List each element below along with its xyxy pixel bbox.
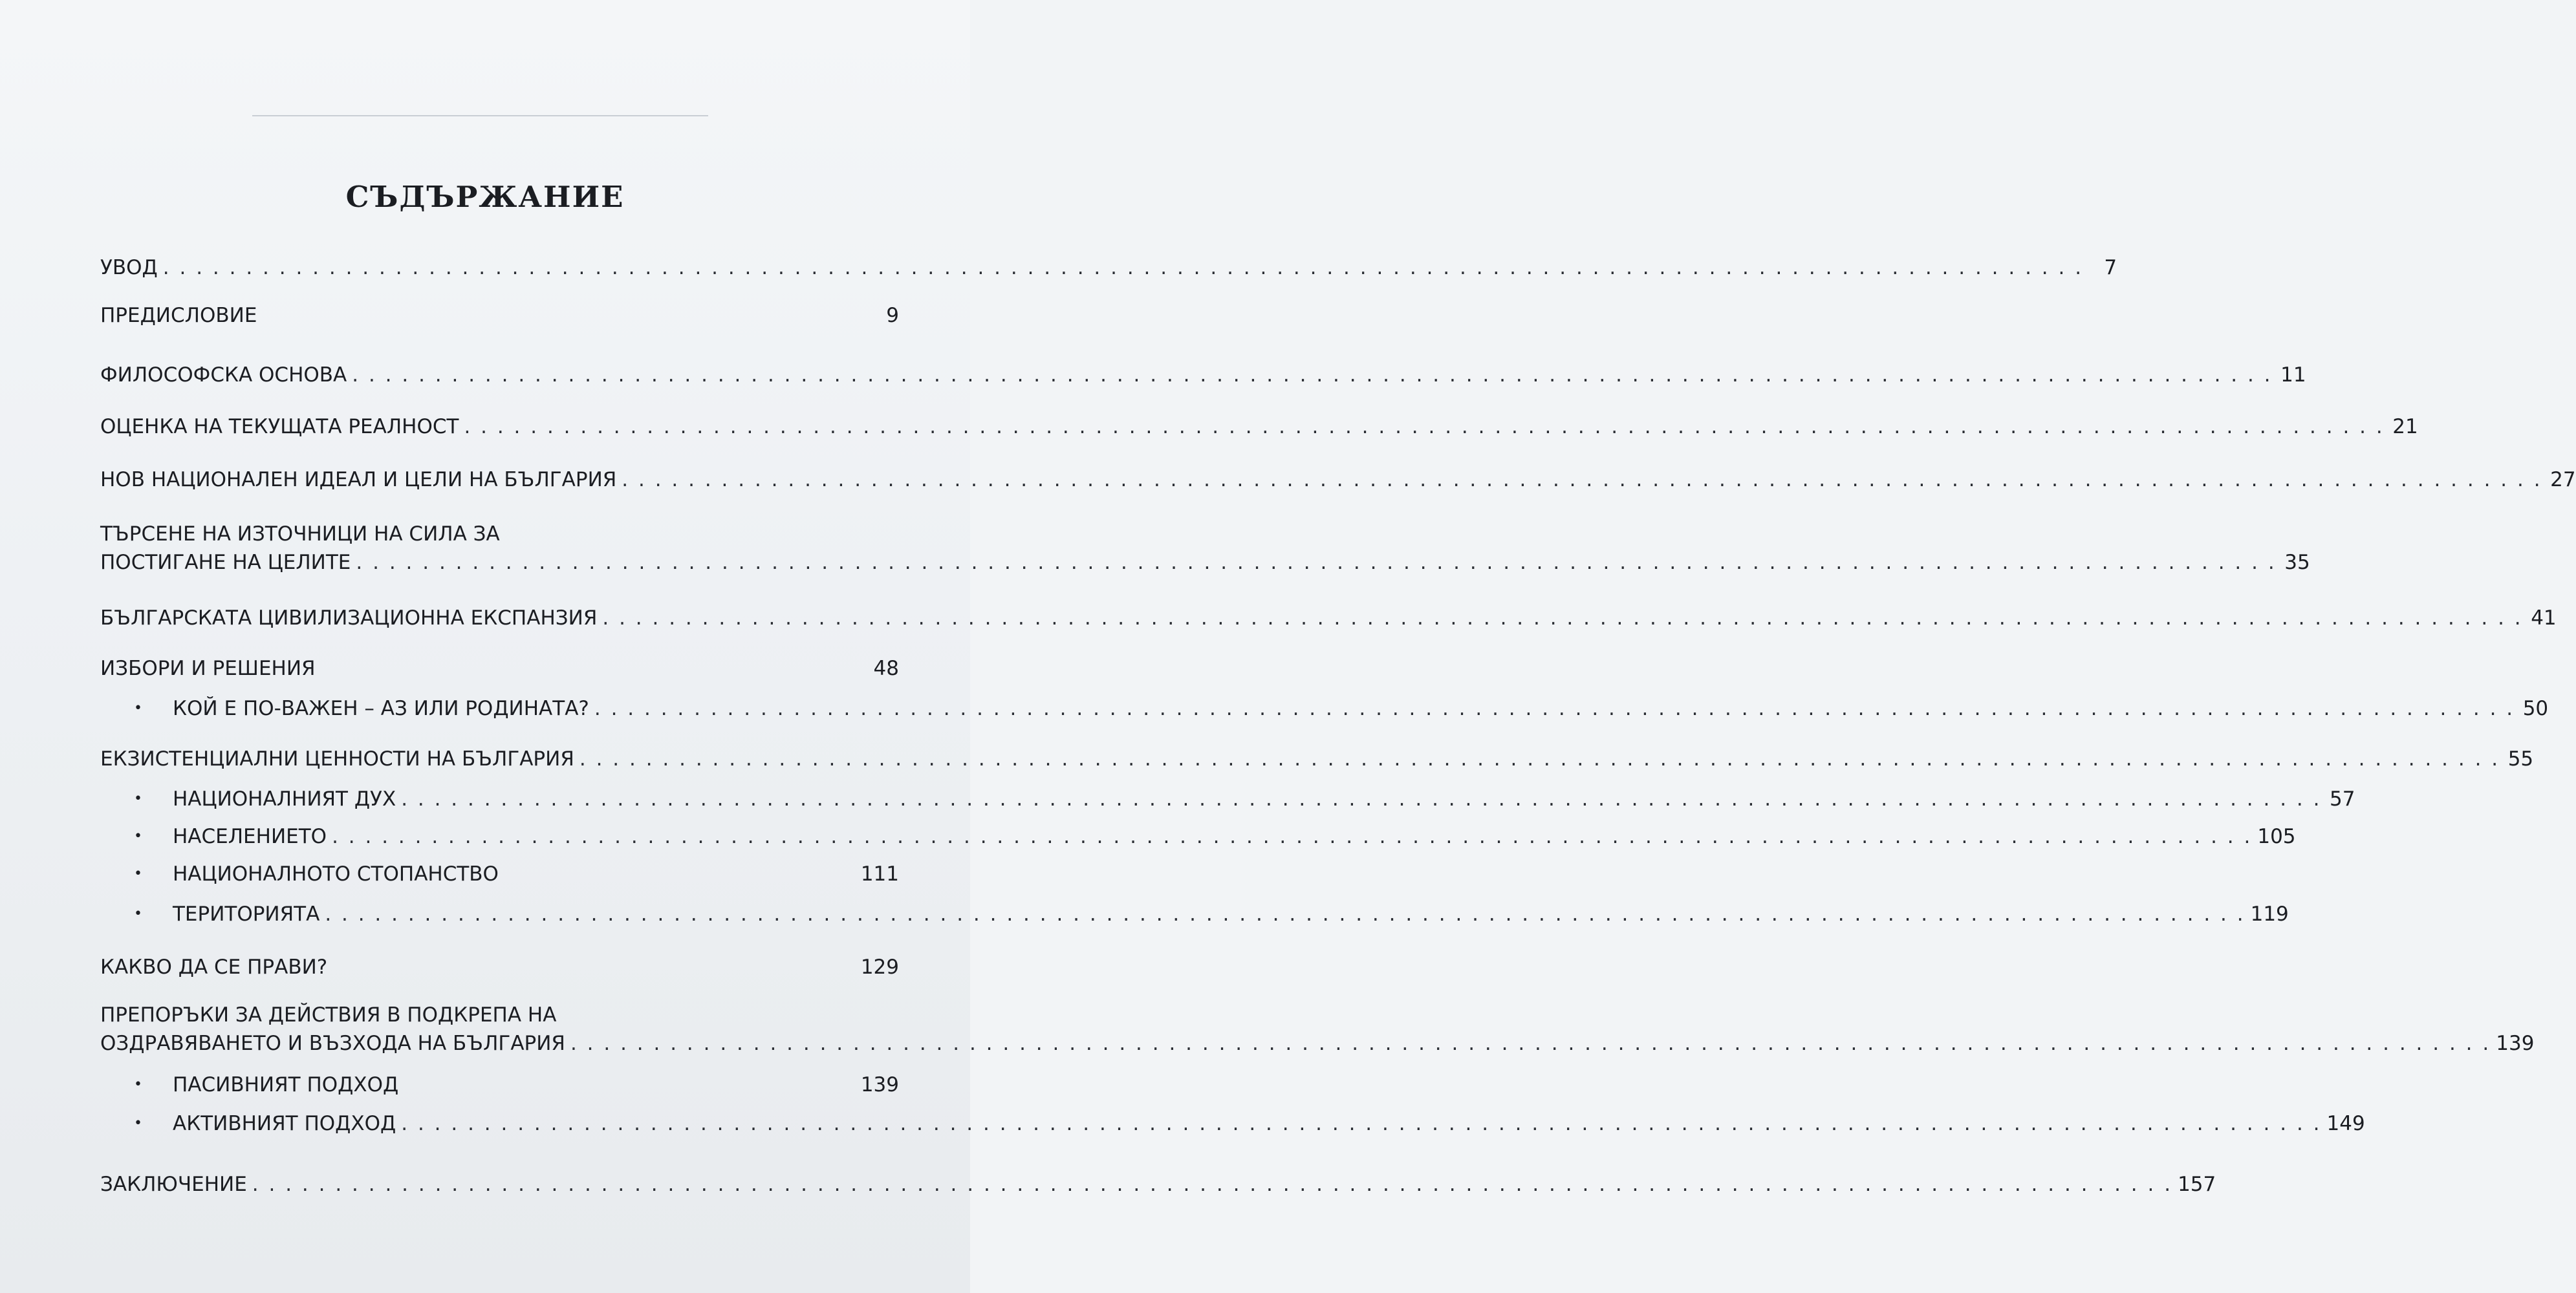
toc-entry xyxy=(100,953,899,981)
toc-page-number: 55 xyxy=(2507,747,2534,771)
toc-entry xyxy=(100,654,899,683)
toc-page-number: 105 xyxy=(2257,825,2296,848)
toc-entry xyxy=(100,301,899,330)
toc-page-number: 7 xyxy=(2104,256,2117,279)
toc-entry xyxy=(100,520,2310,577)
toc-subentry xyxy=(134,785,2355,813)
toc-leader-dots: . . . . . . . . . . . . . . . . . . . . . . . . . . . . . . . . . . . . . . . . . . . . . . . . . . . . . . . . . . . . . . . . . . . . . . . . . . . . . . . . . . . . . . . . . . . . . . . . . . . . . . . . . . . . . . . . . . . . xyxy=(602,606,2523,630)
divider xyxy=(252,115,708,116)
toc-leader-dots: . . . . . . . . . . . . . . . . . . . . . . . . . . . . . . . . . . . . . . . . . . . . . . . . . . . . . . . . . . . . . . . . . . . . . . . . . . . . . . . . . . . . . . . . . . . . . . . . . . . . . . . . . . . . . . . . . . . . xyxy=(579,747,2500,771)
toc-page-number: 35 xyxy=(2284,551,2310,574)
toc-entry-label: АКТИВНИЯТ ПОДХОД xyxy=(173,1112,396,1135)
toc-subentry xyxy=(136,1071,899,1099)
toc-entry-label: ЕКЗИСТЕНЦИАЛНИ ЦЕННОСТИ НА БЪЛГАРИЯ xyxy=(100,747,574,771)
toc-leader-dots: . . . . . . . . . . . . . . . . . . . . . . . . . . . . . . . . . . . . . . . . . . . . . . . . . . . . . . . . . . . . . . . . . . . . . . . . . . . . . . . . . . . . . . . . . . . . . . . . . . . . . . . . . . . . . . . . . . . . xyxy=(464,415,2385,438)
toc-page-number: 139 xyxy=(2496,1032,2535,1055)
toc-page-number: 57 xyxy=(2330,787,2355,811)
toc-entry xyxy=(100,1001,2535,1058)
toc-entry xyxy=(100,1170,2216,1199)
toc-entry-label: КОЙ Е ПО-ВАЖЕН – АЗ ИЛИ РОДИНАТА? xyxy=(173,697,589,720)
toc-subentry xyxy=(134,1109,2365,1138)
toc-entry xyxy=(100,361,2306,389)
toc-page-number: 9 xyxy=(886,304,899,327)
bullet-icon: • xyxy=(134,828,142,844)
toc-subentry xyxy=(134,694,2549,723)
toc-entry-label: ТЕРИТОРИЯТА xyxy=(173,903,320,926)
bullet-icon: • xyxy=(134,791,142,807)
toc-entry-label: НОВ НАЦИОНАЛЕН ИДЕАЛ И ЦЕЛИ НА БЪЛГАРИЯ xyxy=(100,468,617,491)
bullet-icon: • xyxy=(134,1115,142,1131)
toc-page-number: 149 xyxy=(2326,1112,2365,1135)
toc-leader-dots: . . . . . . . . . . . . . . . . . . . . . . . . . . . . . . . . . . . . . . . . . . . . . . . . . . . . . . . . . . . . . . . . . . . . . . . . . . . . . . . . . . . . . . . . . . . . . . . . . . . . . . . . . . . . . . . . . . . . xyxy=(332,825,2253,848)
bullet-icon: • xyxy=(134,866,142,882)
toc-entry-label: ЗАКЛЮЧЕНИЕ xyxy=(100,1173,247,1196)
toc-entry xyxy=(100,745,2534,773)
toc-page-number: 157 xyxy=(2178,1173,2216,1196)
toc-page-number: 41 xyxy=(2531,606,2557,630)
page-title: СЪДЪРЖАНИЕ xyxy=(345,180,625,214)
toc-page-number: 111 xyxy=(860,862,899,886)
bullet-icon: • xyxy=(134,906,142,922)
toc-entry-label: ОЗДРАВЯВАНЕТО И ВЪЗХОДА НА БЪЛГАРИЯ xyxy=(100,1032,565,1055)
toc-leader-dots: . . . . . . . . . . . . . . . . . . . . . . . . . . . . . . . . . . . . . . . . . . . . . . . . . . . . . . . . . . . . . . . . . . . . . . . . . . . . . . . . . . . . . . . . . . . . . . . . . . . . . . . . . . . . . . . . . . . . xyxy=(622,468,2542,491)
toc-entry xyxy=(100,412,2418,441)
toc-page-number: 139 xyxy=(860,1073,899,1096)
toc-entry xyxy=(100,465,2576,494)
toc-subentry xyxy=(134,822,2296,851)
toc-subentry xyxy=(134,900,2289,928)
toc-entry-label: ФИЛОСОФСКА ОСНОВА xyxy=(100,363,347,387)
toc-entry-label: ИЗБОРИ И РЕШЕНИЯ xyxy=(100,657,316,680)
toc-entry-label: ОЦЕНКА НА ТЕКУЩАТА РЕАЛНОСТ xyxy=(100,415,459,438)
toc-page-number: 21 xyxy=(2392,415,2418,438)
toc-leader-dots: . . . . . . . . . . . . . . . . . . . . . . . . . . . . . . . . . . . . . . . . . . . . . . . . . . . . . . . . . . . . . . . . . . . . . . . . . . . . . . . . . . . . . . . . . . . . . . . . . . . . . . . . . . . . . . . . . . . . xyxy=(594,697,2515,720)
toc-entry-label: ПОСТИГАНЕ НА ЦЕЛИТЕ xyxy=(100,551,351,574)
toc-leader-dots: . . . . . . . . . . . . . . . . . . . . . . . . . . . . . . . . . . . . . . . . . . . . . . . . . . . . . . . . . . . . . . . . . . . . . . . . . . . . . . . . . . . . . . . . . . . . . . . . . . . . . . . . . . . . . . . . . . . . xyxy=(325,903,2246,926)
toc-leader-dots: . . . . . . . . . . . . . . . . . . . . . . . . . . . . . . . . . . . . . . . . . . . . . . . . . . . . . . . . . . . . . . . . . . . . . . . . . . . . . . . . . . . . . . . . . . . . . . . . . . . . . . . . . . . . . . . . . . . . xyxy=(162,256,2084,279)
toc-leader-dots: . . . . . . . . . . . . . . . . . . . . . . . . . . . . . . . . . . . . . . . . . . . . . . . . . . . . . . . . . . . . . . . . . . . . . . . . . . . . . . . . . . . . . . . . . . . . . . . . . . . . . . . . . . . . . . . . . . . . xyxy=(356,551,2277,574)
toc-entry-label: ПРЕДИСЛОВИЕ xyxy=(100,304,257,327)
toc-page-number: 50 xyxy=(2522,697,2549,720)
toc-entry-label: НАСЕЛЕНИЕТО xyxy=(173,825,327,848)
toc-entry-label-line1: ПРЕПОРЪКИ ЗА ДЕЙСТВИЯ В ПОДКРЕПА НА xyxy=(100,1003,557,1027)
toc-leader-dots: . . . . . . . . . . . . . . . . . . . . . . . . . . . . . . . . . . . . . . . . . . . . . . . . . . . . . . . . . . . . . . . . . . . . . . . . . . . . . . . . . . . . . . . . . . . . . . . . . . . . . . . . . . . . . . . . . . . . xyxy=(352,363,2273,387)
toc-page-number: 11 xyxy=(2280,363,2306,387)
toc-page-number: 119 xyxy=(2250,903,2289,926)
toc-entry-label: КАКВО ДА СЕ ПРАВИ? xyxy=(100,956,328,979)
toc-entry-label: БЪЛГАРСКАТА ЦИВИЛИЗАЦИОННА ЕКСПАНЗИЯ xyxy=(100,606,598,630)
toc-leader-dots: . . . . . . . . . . . . . . . . . . . . . . . . . . . . . . . . . . . . . . . . . . . . . . . . . . . . . . . . . . . . . . . . . . . . . . . . . . . . . . . . . . . . . . . . . . . . . . . . . . . . . . . . . . . . . . . . . . . . xyxy=(570,1032,2491,1055)
toc-leader-dots: . . . . . . . . . . . . . . . . . . . . . . . . . . . . . . . . . . . . . . . . . . . . . . . . . . . . . . . . . . . . . . . . . . . . . . . . . . . . . . . . . . . . . . . . . . . . . . . . . . . . . . . . . . . . . . . . . . . . xyxy=(401,1112,2322,1135)
toc-entry-label: УВОД xyxy=(100,256,158,279)
toc-entry-label: НАЦИОНАЛНИЯТ ДУХ xyxy=(173,787,396,811)
toc-subentry xyxy=(136,860,899,888)
bullet-icon: • xyxy=(134,1076,142,1093)
toc-entry-label-line1: ТЪРСЕНЕ НА ИЗТОЧНИЦИ НА СИЛА ЗА xyxy=(100,522,500,546)
toc-page-number: 27 xyxy=(2550,468,2576,491)
toc-entry xyxy=(100,253,2117,282)
toc-leader-dots: . . . . . . . . . . . . . . . . . . . . . . . . . . . . . . . . . . . . . . . . . . . . . . . . . . . . . . . . . . . . . . . . . . . . . . . . . . . . . . . . . . . . . . . . . . . . . . . . . . . . . . . . . . . . . . . . . . . . xyxy=(252,1173,2173,1196)
bullet-icon: • xyxy=(134,700,142,716)
toc-entry xyxy=(100,604,2557,632)
toc-page-number: 48 xyxy=(873,657,899,680)
toc-leader-dots: . . . . . . . . . . . . . . . . . . . . . . . . . . . . . . . . . . . . . . . . . . . . . . . . . . . . . . . . . . . . . . . . . . . . . . . . . . . . . . . . . . . . . . . . . . . . . . . . . . . . . . . . . . . . . . . . . . . . xyxy=(401,787,2322,811)
toc-page-number: 129 xyxy=(860,956,899,979)
toc-entry-label: ПАСИВНИЯТ ПОДХОД xyxy=(173,1073,399,1096)
toc-entry-label: НАЦИОНАЛНОТО СТОПАНСТВО xyxy=(173,862,499,886)
